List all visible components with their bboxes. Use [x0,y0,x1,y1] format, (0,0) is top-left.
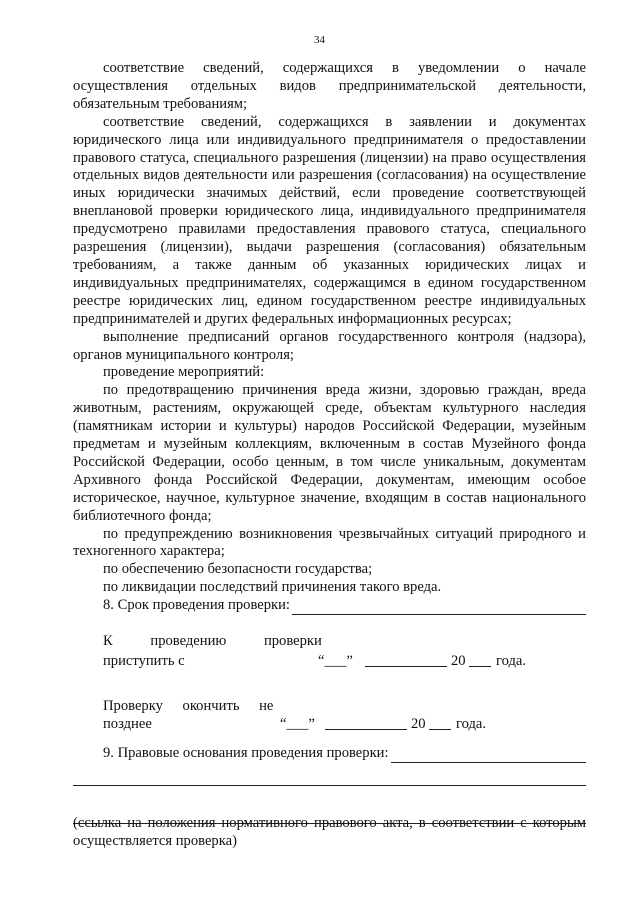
start-date-month-line [365,665,447,667]
paragraph: по ликвидации последствий причинения такого вреда. [103,579,442,596]
paragraph: проведение мероприятий: [103,364,265,381]
end-year-line [429,728,451,730]
start-year-prefix: 20 [451,653,466,670]
paragraph: выполнение предписаний органов государственного контроля (надзора), органов муниципального контроля; [73,328,586,363]
paragraph: по обеспечению безопасности государства; [103,561,373,578]
section-9-heading [73,745,586,763]
paragraph: соответствие сведений, содержащихся в уведомлении о начале осуществления отдельных видов предпринимательской деятельности, обязательным требованиям; [73,60,586,112]
page-number: 34 [314,34,325,46]
section-8-fill-line [292,600,586,615]
end-year-prefix: 20 [411,716,426,733]
start-label-line2: приступить с [103,653,185,670]
paragraph: по предупреждению возникновения чрезвычайных ситуаций природного и техногенного характера; [73,525,586,560]
end-label-line2: позднее [103,716,152,733]
section-8-heading [73,597,586,615]
start-label-line1: К проведению проверки [103,633,322,650]
fill-line [73,785,586,786]
start-date-day: “___” [318,653,353,670]
footnote-text: (ссылка на положения нормативного правового акта, в соответствии с которым осуществляется проверка) [73,815,586,849]
end-date-day: “___” [280,716,315,733]
document-body [73,60,586,863]
footnote [73,815,586,851]
section-9-label: 9. Правовые основания проведения проверки: [103,745,389,762]
inspection-period-form [73,615,586,745]
end-year-suffix: года. [456,716,487,733]
section-8-label: 8. Срок проведения проверки: [103,597,290,614]
paragraph: соответствие сведений, содержащихся в заявлении и документах юридического лица или индивидуального предпринимателя о предоставлении правового статуса, специального разрешения (лицензии) на право осуществления отдельных видов деятельности или разрешения (согласования) на осуществление иных юридически значимых действий, если проведение соответствующей внеплановой проверки юридического лица, индивидуального предпринимателя предусмотрено правилами предоставления правового статуса, специального разрешения (лицензии), выдачи разрешения (согласования) обязательным требованиям, а также данным об указанных юридических лицах и индивидуальных предпринимателях, содержащимся в едином государственном реестре юридических лиц, едином государственном реестре индивидуальных предпринимателей и других федеральных информационных ресурсах; [73,113,586,327]
start-year-line [469,665,491,667]
end-label-line1: Проверку окончить не [103,698,274,715]
section-9-fill-line [391,748,586,763]
end-date-month-line [325,728,407,730]
paragraph: по предотвращению причинения вреда жизни, здоровью граждан, вреда животным, растениям, окружающей среде, объектам культурного наследия (памятникам истории и культуры) народов Российской Федерации, музейным предметам и музейным коллекциям, включенным в состав Музейного фонда Российской Федерации, особо ценным, в том числе уникальным, документам Архивного фонда Российской Федерации, документам, имеющим особое историческое, научное, культурное значение, входящим в состав национального библиотечного фонда; [73,382,586,524]
start-year-suffix: года. [496,653,527,670]
